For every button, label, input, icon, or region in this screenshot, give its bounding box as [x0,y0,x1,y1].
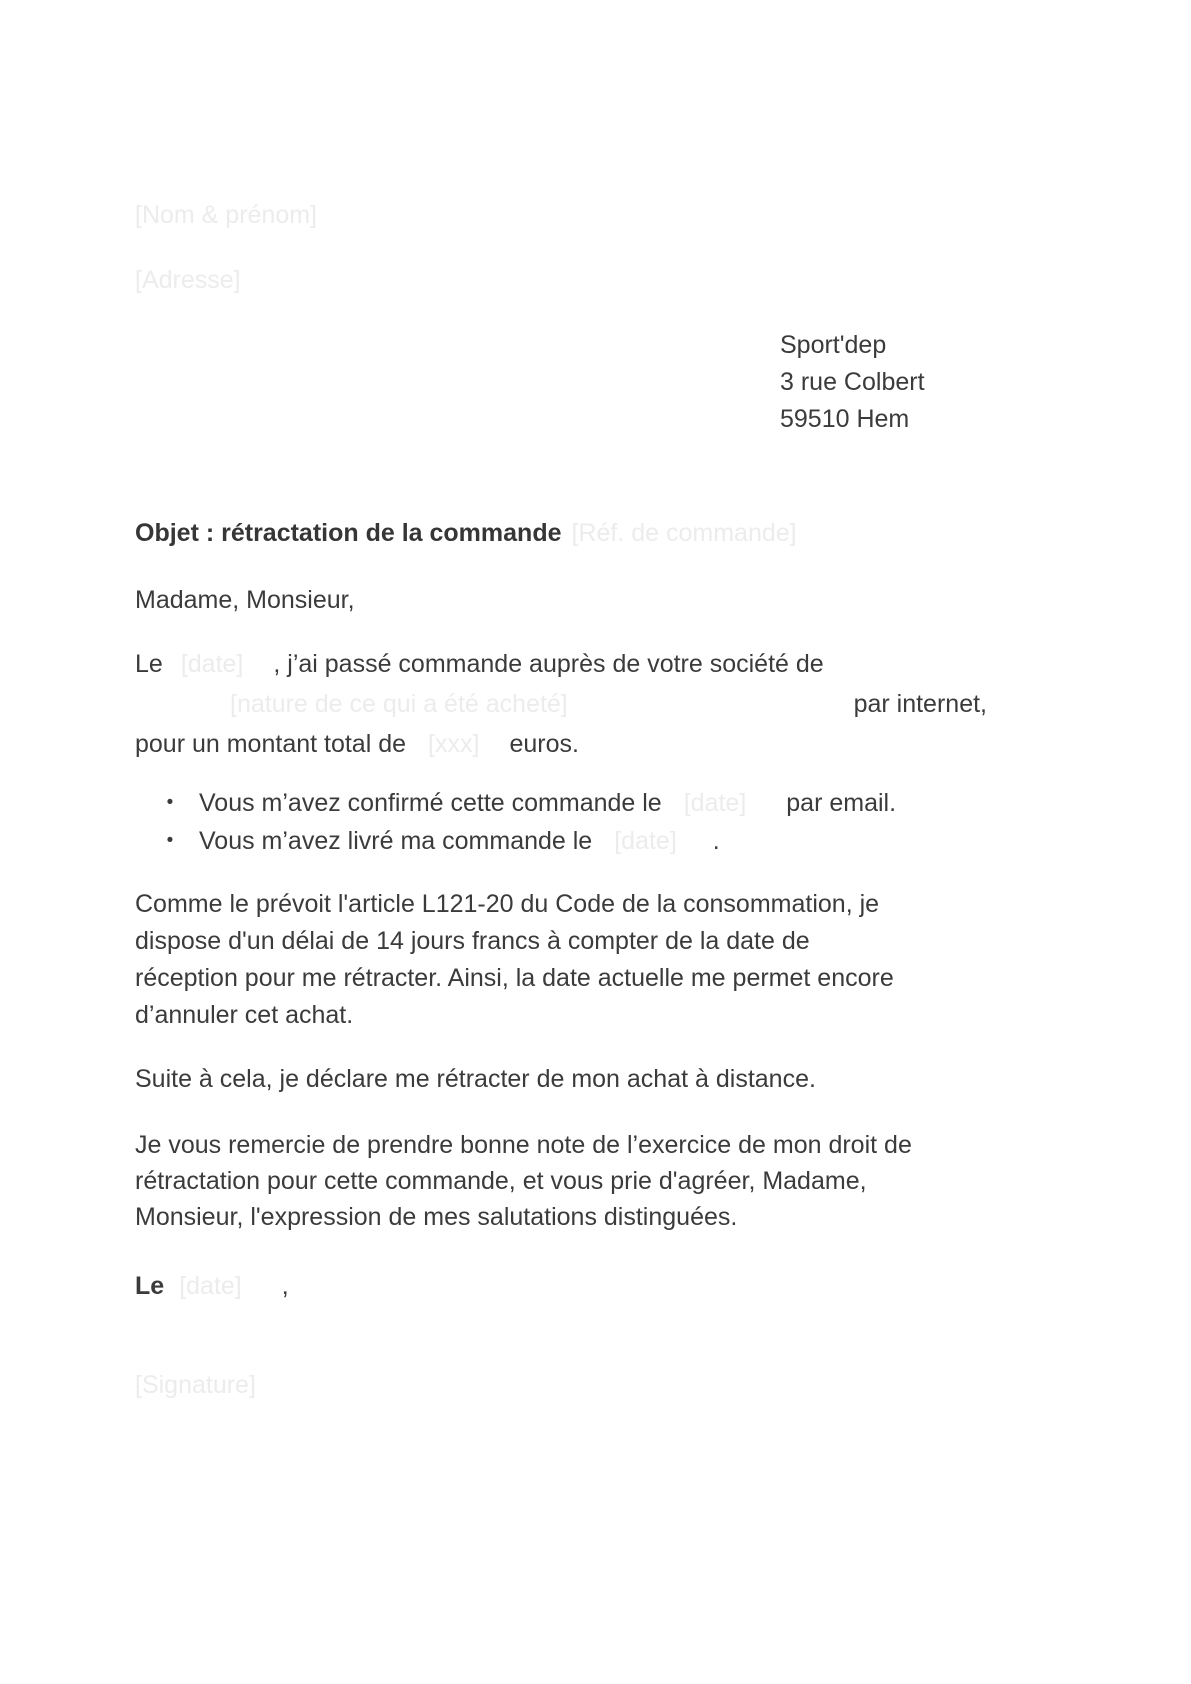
law-line-3: réception pour me rétracter. Ainsi, la date actuelle me permet encore [135,964,894,992]
bullet1-text: Vous m’avez confirmé cette commande le [199,789,662,817]
list-item [135,822,1056,860]
intro-line1-pre: Le [135,650,163,678]
law-line-2: dispose d'un délai de 14 jours francs à compter de la date de [135,927,810,955]
intro-line-3 [135,724,1056,764]
closing-post: , [281,1272,289,1300]
declaration-paragraph: Suite à cela, je déclare me rétracter de mon achat à distance. [135,1065,816,1093]
intro-line-1 [135,644,1056,684]
recipient-block [780,327,1056,438]
salutation: Madame, Monsieur, [135,586,355,614]
sender-address-placeholder[interactable]: [Adresse] [135,266,241,294]
list-item [135,784,1056,822]
intro-line3-pre: pour un montant total de [135,730,407,758]
law-line-1: Comme le prévoit l'article L121-20 du Code de la consommation, je [135,890,880,918]
closing-date-line [135,1267,1056,1305]
delivery-date-placeholder[interactable]: [date] [614,827,677,855]
bullet-icon: • [166,830,174,851]
law-line-4: d’annuler cet achat. [135,1001,354,1029]
bullet-icon: • [166,792,174,813]
recipient-street: 3 rue Colbert [780,368,925,396]
recipient-city: 59510 Hem [780,405,910,433]
amount-placeholder[interactable]: [xxx] [428,730,480,758]
subject-label: Objet : rétractation de la commande [135,519,562,547]
intro-line1-post: , j’ai passé commande auprès de votre société de [273,650,824,678]
thanks-line-3: Monsieur, l'expression de mes salutations distinguées. [135,1203,738,1231]
signature-placeholder[interactable]: [Signature] [135,1371,256,1399]
confirmation-date-placeholder[interactable]: [date] [683,789,747,817]
intro-line2-post: par internet, [853,690,987,718]
intro-line3-post: euros. [509,730,579,758]
thanks-line-2: rétractation pour cette commande, et vous prie d'agréer, Madame, [135,1167,867,1195]
bullet2-post: . [712,827,720,855]
order-date-placeholder[interactable]: [date] [180,650,244,678]
recipient-company: Sport'dep [780,331,887,359]
purchase-nature-placeholder[interactable]: [nature de ce qui a été acheté] [230,690,568,718]
order-reference-placeholder[interactable]: [Réf. de commande] [571,519,797,547]
thanks-line-1: Je vous remercie de prendre bonne note de l’exercice de mon droit de [135,1131,912,1159]
closing-pre: Le [135,1272,165,1300]
bullet1-post: par email. [786,789,897,817]
order-facts-list [135,784,1056,860]
sender-name-placeholder[interactable]: [Nom & prénom] [135,201,318,229]
subject-line [135,514,1056,552]
thanks-paragraph [135,1127,1056,1235]
law-paragraph [135,886,1056,1034]
intro-paragraph [135,644,1056,764]
intro-line-2 [135,684,987,724]
closing-date-placeholder[interactable]: [date] [179,1272,242,1300]
bullet2-text: Vous m’avez livré ma commande le [199,827,593,855]
